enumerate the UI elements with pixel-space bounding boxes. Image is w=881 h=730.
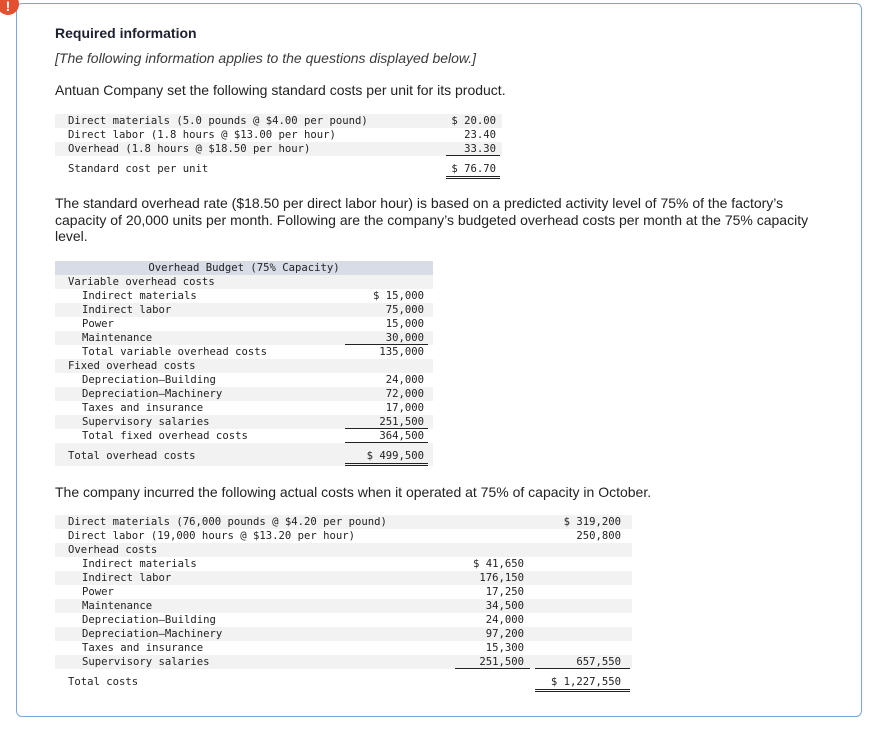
- standard-cost-label: Direct materials (5.0 pounds @ $4.00 per pound): [68, 115, 368, 127]
- overhead-budget-row: [55, 373, 433, 387]
- standard-cost-amount: $ 76.70: [446, 156, 500, 179]
- overhead-budget-row: [55, 303, 433, 317]
- panel-heading: Required information: [55, 25, 197, 41]
- budget-item-amount: 135,000: [379, 346, 424, 358]
- budget-item-amount: 24,000: [385, 374, 424, 386]
- empty-cell: [455, 669, 530, 692]
- standard-cost-amount: $ 20.00: [451, 115, 496, 127]
- actual-costs-paragraph: The company incurred the following actual costs when it operated at 75% of capacity in October.: [55, 484, 652, 500]
- actual-cost-section-row: [55, 543, 632, 557]
- actual-cost-label: Taxes and insurance: [82, 642, 204, 654]
- actual-cost-total: 657,550: [535, 655, 630, 669]
- budget-section-row: [55, 275, 433, 289]
- overhead-budget-row: [55, 331, 433, 345]
- actual-cost-row: [55, 655, 632, 669]
- actual-cost-row: [55, 557, 632, 571]
- standard-cost-table: [55, 114, 502, 179]
- empty-cell: [455, 529, 530, 543]
- budget-item-label: Total overhead costs: [68, 449, 196, 462]
- overhead-budget-subtotal-row: [55, 429, 433, 443]
- overhead-budget-total-row: [55, 443, 433, 466]
- actual-cost-label: Direct labor (19,000 hours @ $13.20 per hour): [68, 530, 356, 542]
- overhead-budget-table: [55, 261, 433, 466]
- budget-item-label: Total fixed overhead costs: [82, 430, 248, 442]
- budget-item-label: Taxes and insurance: [82, 402, 204, 414]
- actual-cost-row: [55, 613, 632, 627]
- actual-cost-detail: 34,500: [485, 600, 524, 612]
- actual-cost-label: Maintenance: [82, 600, 153, 612]
- actual-cost-row: [55, 599, 632, 613]
- empty-cell: [535, 613, 630, 627]
- actual-cost-label: Depreciation—Machinery: [82, 628, 223, 640]
- budget-section-heading: Variable overhead costs: [68, 276, 215, 288]
- actual-cost-detail: $ 41,650: [472, 558, 524, 570]
- intro-text: Antuan Company set the following standard costs per unit for its product.: [55, 82, 506, 98]
- budget-item-amount: $ 499,500: [345, 443, 428, 466]
- budget-item-label: Supervisory salaries: [82, 416, 210, 428]
- budget-section-row: [55, 359, 433, 373]
- budget-item-amount: 251,500: [345, 415, 428, 429]
- empty-cell: [345, 275, 428, 289]
- empty-cell: [535, 627, 630, 641]
- actual-cost-label: Power: [82, 586, 114, 598]
- empty-cell: [535, 641, 630, 655]
- actual-cost-section-heading: Overhead costs: [68, 544, 158, 556]
- actual-costs-table: [55, 515, 632, 692]
- standard-cost-amount: 23.40: [464, 129, 496, 141]
- budget-item-label: Indirect labor: [82, 304, 172, 316]
- budget-item-label: Indirect materials: [82, 290, 197, 302]
- actual-cost-row: [55, 515, 632, 529]
- actual-cost-detail: 97,200: [485, 628, 524, 640]
- actual-cost-label: Depreciation—Building: [82, 614, 216, 626]
- actual-cost-detail: 251,500: [455, 655, 530, 669]
- budget-item-label: Power: [82, 318, 114, 330]
- budget-item-amount: 15,000: [385, 318, 424, 330]
- actual-cost-total: 250,800: [576, 530, 621, 542]
- standard-cost-amount: 33.30: [446, 142, 500, 156]
- standard-cost-total-row: [55, 156, 502, 179]
- actual-cost-row: [55, 585, 632, 599]
- actual-cost-total: $ 319,200: [563, 516, 621, 528]
- actual-cost-label: Total costs: [68, 675, 139, 688]
- actual-cost-detail: 24,000: [485, 614, 524, 626]
- budget-item-amount: $ 15,000: [372, 290, 424, 302]
- actual-cost-row: [55, 571, 632, 585]
- empty-cell: [535, 557, 630, 571]
- actual-cost-label: Indirect labor: [82, 572, 172, 584]
- actual-cost-row: [55, 641, 632, 655]
- overhead-budget-row: [55, 317, 433, 331]
- overhead-budget-row: [55, 415, 433, 429]
- actual-cost-detail: 17,250: [485, 586, 524, 598]
- empty-cell: [535, 599, 630, 613]
- standard-cost-row: [55, 142, 502, 156]
- overhead-budget-row: [55, 401, 433, 415]
- actual-cost-label: Direct materials (76,000 pounds @ $4.20 per pound): [68, 516, 387, 528]
- applies-note: [The following information applies to the questions displayed below.]: [55, 50, 477, 66]
- empty-cell: [455, 515, 530, 529]
- standard-cost-row: [55, 114, 502, 128]
- actual-cost-label: Indirect materials: [82, 558, 197, 570]
- standard-cost-label: Overhead (1.8 hours @ $18.50 per hour): [68, 143, 311, 155]
- actual-cost-row: [55, 627, 632, 641]
- budget-item-amount: 30,000: [345, 331, 428, 345]
- standard-cost-row: [55, 128, 502, 142]
- overhead-budget-subtotal-row: [55, 345, 433, 359]
- empty-cell: [535, 571, 630, 585]
- actual-cost-total: $ 1,227,550: [535, 669, 630, 692]
- budget-item-label: Total variable overhead costs: [82, 346, 267, 358]
- actual-cost-row: [55, 529, 632, 543]
- standard-cost-label: Standard cost per unit: [68, 162, 209, 175]
- empty-cell: [535, 585, 630, 599]
- standard-cost-label: Direct labor (1.8 hours @ $13.00 per hour): [68, 129, 336, 141]
- budget-section-heading: Fixed overhead costs: [68, 360, 196, 372]
- empty-cell: [345, 359, 428, 373]
- budget-item-label: Depreciation—Machinery: [82, 388, 223, 400]
- budget-item-amount: 75,000: [385, 304, 424, 316]
- overhead-budget-row: [55, 289, 433, 303]
- overhead-budget-row: [55, 387, 433, 401]
- budget-item-amount: 72,000: [385, 388, 424, 400]
- budget-item-amount: 17,000: [385, 402, 424, 414]
- empty-cell: [455, 543, 530, 557]
- actual-cost-total-row: [55, 669, 632, 692]
- overhead-budget-title: Overhead Budget (75% Capacity): [55, 261, 433, 275]
- budget-item-label: Depreciation—Building: [82, 374, 216, 386]
- overhead-rate-paragraph: The standard overhead rate ($18.50 per direct labor hour) is based on a predicted activity level of 75% of the factory’s capacity of 20,000 units per month. Following are the company’s budgeted overhead costs per month at the 75% capacity level.: [55, 195, 809, 244]
- actual-cost-detail: 176,150: [479, 572, 524, 584]
- actual-cost-detail: 15,300: [485, 642, 524, 654]
- actual-cost-label: Supervisory salaries: [82, 656, 210, 668]
- empty-cell: [535, 543, 630, 557]
- budget-item-amount: 364,500: [345, 429, 428, 443]
- exclamation-icon: [0, 0, 19, 15]
- budget-item-label: Maintenance: [82, 332, 153, 344]
